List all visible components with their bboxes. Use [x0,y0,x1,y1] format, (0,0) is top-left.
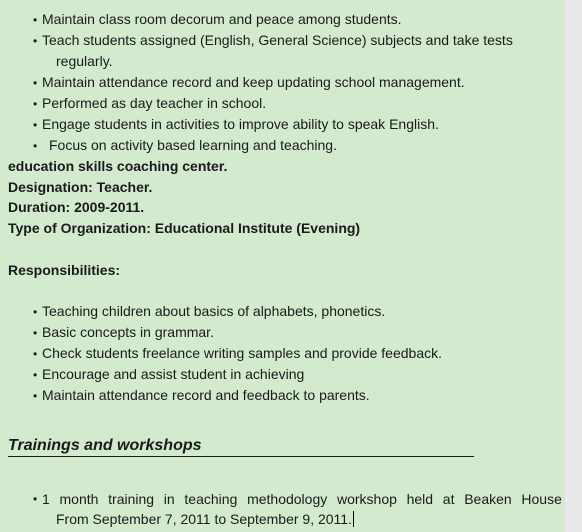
responsibilities-label: Responsibilities: [8,262,121,278]
bullet-glyph: • [33,347,38,361]
section-heading-trainings: Trainings and workshops [8,436,474,457]
list-item [33,490,562,508]
list-item-continuation: From September 7, 2011 to September 9, 2011. [56,511,352,527]
bullet-glyph: • [33,76,38,90]
list-item: • Maintain class room decorum and peace among students. [33,11,402,27]
bullet-glyph: • [33,34,38,48]
bullet-glyph: • [33,139,38,153]
duration: Duration: 2009-2011. [8,199,145,215]
text-cursor [353,511,354,527]
training-line: 1 month training in teaching methodology workshop held at Beaken House [42,491,562,507]
organization-name: education skills coaching center. [8,158,228,174]
list-item: • Performed as day teacher in school. [33,95,267,111]
list-item: • Engage students in activities to improve ability to speak English. [33,116,439,132]
bullet-glyph: • [33,326,38,340]
list-item: • Teaching children about basics of alphabets, phonetics. [33,303,386,319]
list-item: • Check students freelance writing samples and provide feedback. [33,345,442,361]
bullet-glyph: • [33,118,38,132]
vertical-scrollbar[interactable] [565,0,582,532]
bullet-glyph: • [33,13,38,27]
list-item: • Basic concepts in grammar. [33,324,214,340]
bullet-glyph: • [33,492,38,506]
list-item: • Encourage and assist student in achieving [33,366,305,382]
list-item: • Teach students assigned (English, General Science) subjects and take tests [33,32,513,48]
bullet-glyph: • [33,389,38,403]
list-item: • Focus on activity based learning and teaching. [33,137,337,153]
designation: Designation: Teacher. [8,179,153,195]
bullet-glyph: • [33,305,38,319]
bullet-glyph: • [33,368,38,382]
organization-type: Type of Organization: Educational Institute (Evening) [8,220,361,236]
list-item-continuation: regularly. [56,53,113,69]
list-item: • Maintain attendance record and keep updating school management. [33,74,465,90]
bullet-glyph: • [33,97,38,111]
list-item: • Maintain attendance record and feedback to parents. [33,387,370,403]
